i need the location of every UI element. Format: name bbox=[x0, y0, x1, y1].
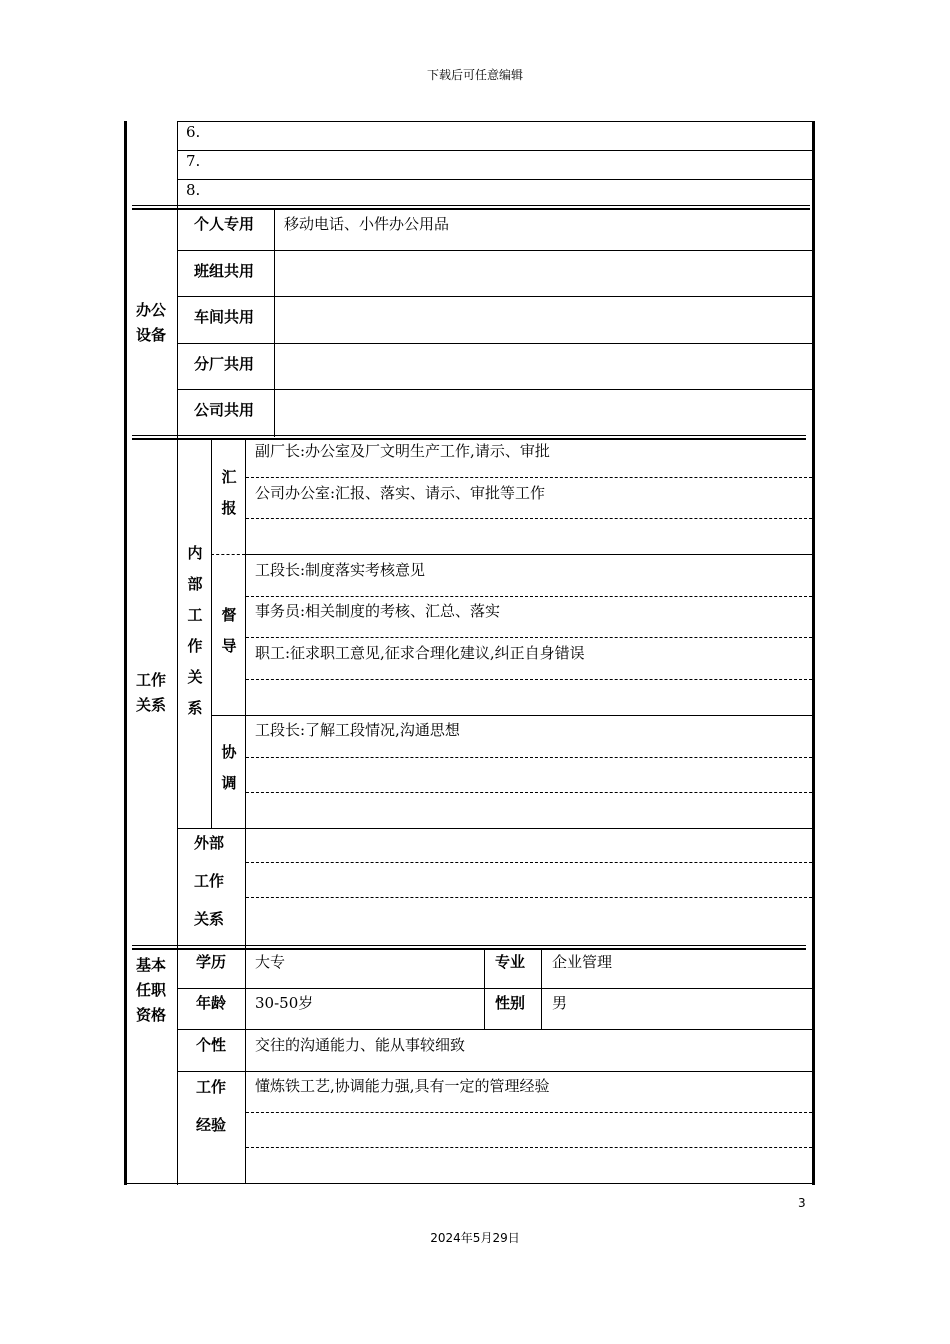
personality-label: 个性 bbox=[196, 1036, 227, 1054]
row-label-team: 班组共用 bbox=[194, 262, 255, 280]
external-label-line-3: 关系 bbox=[194, 910, 225, 928]
footer-date: 2024年5月29日 bbox=[430, 1231, 520, 1245]
report-label: 汇报 bbox=[221, 468, 237, 517]
row-label-personal: 个人专用 bbox=[194, 215, 255, 233]
major-label: 专业 bbox=[495, 953, 526, 971]
page-header: 下载后可任意编辑 bbox=[426, 68, 523, 82]
experience-label-line-2: 经验 bbox=[196, 1116, 227, 1134]
list-item-7: 7. bbox=[186, 152, 201, 170]
experience-value: 懂炼铁工艺,协调能力强,具有一定的管理经验 bbox=[255, 1077, 550, 1095]
external-label-line-2: 工作 bbox=[194, 872, 225, 890]
major-value: 企业管理 bbox=[552, 953, 613, 971]
work-relations-label: 工作关系 bbox=[136, 671, 167, 714]
experience-label-line-1: 工作 bbox=[196, 1078, 227, 1096]
personality-value: 交往的沟通能力、能从事较细致 bbox=[255, 1036, 466, 1054]
age-label: 年龄 bbox=[196, 994, 227, 1012]
list-item-6: 6. bbox=[186, 123, 201, 141]
supervise-item-3: 职工:征求职工意见,征求合理化建议,纠正自身错误 bbox=[255, 644, 585, 662]
supervise-item-1: 工段长:制度落实考核意见 bbox=[255, 561, 426, 579]
age-value: 30-50岁 bbox=[255, 994, 314, 1012]
coordinate-item-1: 工段长:了解工段情况,沟通思想 bbox=[255, 721, 460, 739]
row-label-workshop: 车间共用 bbox=[194, 308, 255, 326]
report-item-2: 公司办公室:汇报、落实、请示、审批等工作 bbox=[255, 484, 546, 502]
qualification-label: 基本任职资格 bbox=[136, 956, 167, 1024]
gender-value: 男 bbox=[552, 994, 568, 1012]
list-item-8: 8. bbox=[186, 181, 201, 199]
row-label-company: 公司共用 bbox=[194, 401, 255, 419]
supervise-item-2: 事务员:相关制度的考核、汇总、落实 bbox=[255, 602, 501, 620]
education-value: 大专 bbox=[255, 953, 286, 971]
gender-label: 性别 bbox=[495, 994, 526, 1012]
row-value-personal: 移动电话、小件办公用品 bbox=[284, 215, 450, 233]
page-number: 3 bbox=[798, 1196, 806, 1210]
education-label: 学历 bbox=[196, 953, 227, 971]
external-label-line-1: 外部 bbox=[194, 834, 225, 852]
supervise-label: 督导 bbox=[221, 606, 237, 655]
coordinate-label: 协调 bbox=[221, 743, 237, 792]
row-label-branch: 分厂共用 bbox=[194, 355, 255, 373]
office-equipment-label: 办公设备 bbox=[136, 301, 167, 344]
internal-relations-label: 内部工作关系 bbox=[187, 544, 203, 717]
report-item-1: 副厂长:办公室及厂文明生产工作,请示、审批 bbox=[255, 442, 550, 460]
